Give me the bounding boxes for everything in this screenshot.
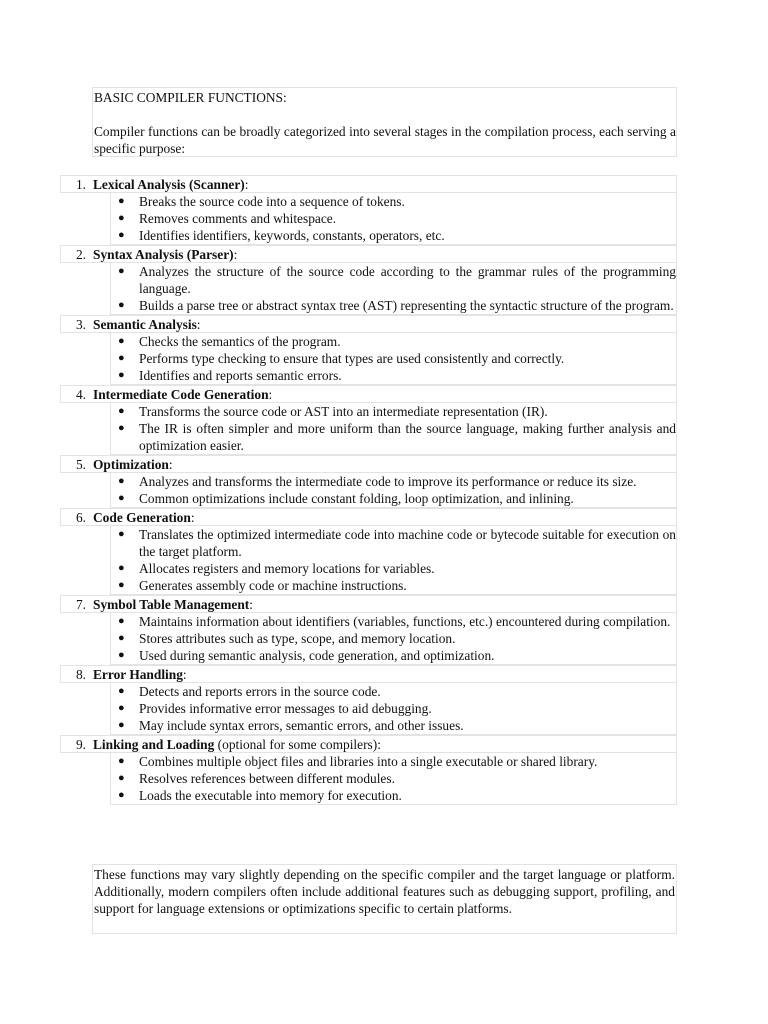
list-item bbox=[60, 735, 677, 805]
bullet-icon: ● bbox=[118, 492, 125, 504]
bullet-icon: ● bbox=[118, 719, 125, 731]
bullet-icon: ● bbox=[118, 352, 125, 364]
sub-point bbox=[111, 560, 676, 577]
bullet-icon: ● bbox=[118, 562, 125, 574]
bullet-icon: ● bbox=[118, 632, 125, 644]
sub-point-text: Checks the semantics of the program. bbox=[139, 334, 341, 349]
list-item-heading bbox=[60, 385, 677, 403]
list-item-suffix: : bbox=[233, 247, 238, 262]
sub-point bbox=[111, 297, 676, 314]
sub-point-text: Loads the executable into memory for execution. bbox=[139, 788, 402, 803]
list-item bbox=[60, 245, 677, 315]
list-item-title: Symbol Table Management bbox=[93, 597, 250, 612]
list-item-suffix: : bbox=[182, 667, 187, 682]
sub-point bbox=[111, 753, 676, 770]
list-item bbox=[60, 385, 677, 455]
sub-point-list bbox=[110, 473, 677, 508]
sub-point-text: Provides informative error messages to aid debugging. bbox=[139, 701, 432, 716]
sub-point-list bbox=[110, 403, 677, 455]
bullet-icon: ● bbox=[118, 755, 125, 767]
list-item-number: 6. bbox=[75, 510, 86, 525]
bullet-icon: ● bbox=[118, 369, 125, 381]
list-item-number: 4. bbox=[75, 387, 86, 402]
sub-point bbox=[111, 227, 676, 244]
bullet-icon: ● bbox=[118, 528, 125, 540]
list-item bbox=[60, 175, 677, 245]
bullet-icon: ● bbox=[118, 422, 125, 434]
list-item bbox=[60, 665, 677, 735]
sub-point-text: Removes comments and whitespace. bbox=[139, 211, 337, 226]
list-item-title: Semantic Analysis bbox=[93, 317, 197, 332]
bullet-icon: ● bbox=[118, 649, 125, 661]
list-item bbox=[60, 508, 677, 595]
intro-section bbox=[92, 87, 677, 157]
sub-point-text: Performs type checking to ensure that types are used consistently and correctly. bbox=[139, 351, 565, 366]
sub-point-text: Translates the optimized intermediate code into machine code or bytecode suitable for execution on the target platform. bbox=[139, 527, 676, 559]
sub-point bbox=[111, 577, 676, 594]
list-item-number: 7. bbox=[75, 597, 86, 612]
list-item-number: 3. bbox=[75, 317, 86, 332]
list-item-title: Lexical Analysis (Scanner) bbox=[93, 177, 245, 192]
sub-point-text: Detects and reports errors in the source code. bbox=[139, 684, 381, 699]
list-item-number: 5. bbox=[75, 457, 86, 472]
bullet-icon: ● bbox=[118, 335, 125, 347]
sub-point-text: Common optimizations include constant folding, loop optimization, and inlining. bbox=[139, 491, 574, 506]
list-item-heading bbox=[60, 665, 677, 683]
intro-paragraph: Compiler functions can be broadly categorized into several stages in the compilation process, each serving a specific purpose: bbox=[94, 124, 676, 156]
list-item-heading bbox=[60, 315, 677, 333]
sub-point bbox=[111, 700, 676, 717]
list-item-title: Code Generation bbox=[93, 510, 191, 525]
sub-point-list bbox=[110, 333, 677, 385]
bullet-icon: ● bbox=[118, 229, 125, 241]
sub-point bbox=[111, 770, 676, 787]
bullet-icon: ● bbox=[118, 405, 125, 417]
sub-point bbox=[111, 613, 676, 630]
list-item-suffix: : bbox=[268, 387, 273, 402]
sub-point bbox=[111, 403, 676, 420]
list-item-heading bbox=[60, 508, 677, 526]
sub-point-text: Resolves references between different modules. bbox=[139, 771, 395, 786]
sub-point-text: Identifies and reports semantic errors. bbox=[139, 368, 342, 383]
sub-point bbox=[111, 367, 676, 384]
list-item-suffix: : bbox=[249, 597, 253, 612]
sub-point bbox=[111, 263, 676, 297]
bullet-icon: ● bbox=[118, 685, 125, 697]
list-item-number: 2. bbox=[75, 247, 86, 262]
bullet-icon: ● bbox=[118, 475, 125, 487]
list-item-suffix: : bbox=[190, 510, 195, 525]
sub-point bbox=[111, 526, 676, 560]
bullet-icon: ● bbox=[118, 212, 125, 224]
list-item-heading bbox=[60, 455, 677, 473]
sub-point-list bbox=[110, 526, 677, 595]
list-item-suffix: : bbox=[168, 457, 173, 472]
bullet-icon: ● bbox=[118, 789, 125, 801]
bullet-icon: ● bbox=[118, 579, 125, 591]
sub-point bbox=[111, 473, 676, 490]
sub-point-text: Combines multiple object files and libraries into a single executable or shared library. bbox=[139, 754, 598, 769]
bullet-icon: ● bbox=[118, 299, 125, 311]
bullet-icon: ● bbox=[118, 265, 125, 277]
sub-point bbox=[111, 420, 676, 454]
list-item-number: 8. bbox=[75, 667, 86, 682]
list-item bbox=[60, 455, 677, 508]
sub-point-list bbox=[110, 753, 677, 805]
sub-point-text: Analyzes the structure of the source code according to the grammar rules of the programming language. bbox=[139, 264, 676, 296]
bullet-icon: ● bbox=[118, 772, 125, 784]
list-item-heading bbox=[60, 735, 677, 753]
list-item-number: 9. bbox=[75, 737, 86, 752]
sub-point-text: Analyzes and transforms the intermediate code to improve its performance or reduce its size. bbox=[139, 474, 637, 489]
sub-point bbox=[111, 630, 676, 647]
list-item bbox=[60, 595, 677, 665]
sub-point-list bbox=[110, 193, 677, 245]
sub-point-text: Stores attributes such as type, scope, and memory location. bbox=[139, 631, 456, 646]
sub-point-text: Breaks the source code into a sequence of tokens. bbox=[139, 194, 405, 209]
closing-section bbox=[92, 864, 677, 934]
list-item-number: 1. bbox=[75, 177, 86, 192]
sub-point bbox=[111, 193, 676, 210]
list-item-title: Intermediate Code Generation bbox=[93, 387, 269, 402]
sub-point-text: Transforms the source code or AST into an intermediate representation (IR). bbox=[139, 404, 548, 419]
sub-point-list bbox=[110, 613, 677, 665]
sub-point-list bbox=[110, 683, 677, 735]
list-item-title: Syntax Analysis (Parser) bbox=[93, 247, 234, 262]
list-item-heading bbox=[60, 595, 677, 613]
sub-point-text: Used during semantic analysis, code generation, and optimization. bbox=[139, 648, 495, 663]
compiler-functions-list bbox=[60, 175, 677, 805]
list-item-heading bbox=[60, 245, 677, 263]
sub-point bbox=[111, 683, 676, 700]
bullet-icon: ● bbox=[118, 702, 125, 714]
document-title: BASIC COMPILER FUNCTIONS: bbox=[94, 90, 287, 105]
sub-point bbox=[111, 647, 676, 664]
bullet-icon: ● bbox=[118, 195, 125, 207]
sub-point bbox=[111, 490, 676, 507]
sub-point bbox=[111, 210, 676, 227]
closing-paragraph: These functions may vary slightly depending on the specific compiler and the target language or platform. Additionally, modern compilers often include additional features such as debugging support, profiling, and support for language extensions or optimizations specific to certain platforms. bbox=[94, 867, 675, 916]
list-item-title: Error Handling bbox=[93, 667, 183, 682]
sub-point bbox=[111, 333, 676, 350]
sub-point bbox=[111, 717, 676, 734]
list-item bbox=[60, 315, 677, 385]
list-item-suffix: : bbox=[244, 177, 249, 192]
list-item-suffix: : bbox=[196, 317, 201, 332]
list-item-suffix: (optional for some compilers): bbox=[214, 737, 381, 752]
list-item-title: Linking and Loading bbox=[93, 737, 215, 752]
sub-point-text: Maintains information about identifiers (variables, functions, etc.) encountered during compilation. bbox=[139, 614, 671, 629]
list-item-heading bbox=[60, 175, 677, 193]
sub-point bbox=[111, 350, 676, 367]
sub-point-text: Identifies identifiers, keywords, constants, operators, etc. bbox=[139, 228, 445, 243]
list-item-title: Optimization bbox=[93, 457, 169, 472]
sub-point bbox=[111, 787, 676, 804]
sub-point-list bbox=[110, 263, 677, 315]
sub-point-text: Builds a parse tree or abstract syntax tree (AST) representing the syntactic structure of the program. bbox=[139, 298, 674, 313]
sub-point-text: May include syntax errors, semantic errors, and other issues. bbox=[139, 718, 464, 733]
sub-point-text: Generates assembly code or machine instructions. bbox=[139, 578, 407, 593]
bullet-icon: ● bbox=[118, 615, 125, 627]
sub-point-text: Allocates registers and memory locations for variables. bbox=[139, 561, 435, 576]
sub-point-text: The IR is often simpler and more uniform than the source language, making further analysis and optimization easier. bbox=[139, 421, 676, 453]
